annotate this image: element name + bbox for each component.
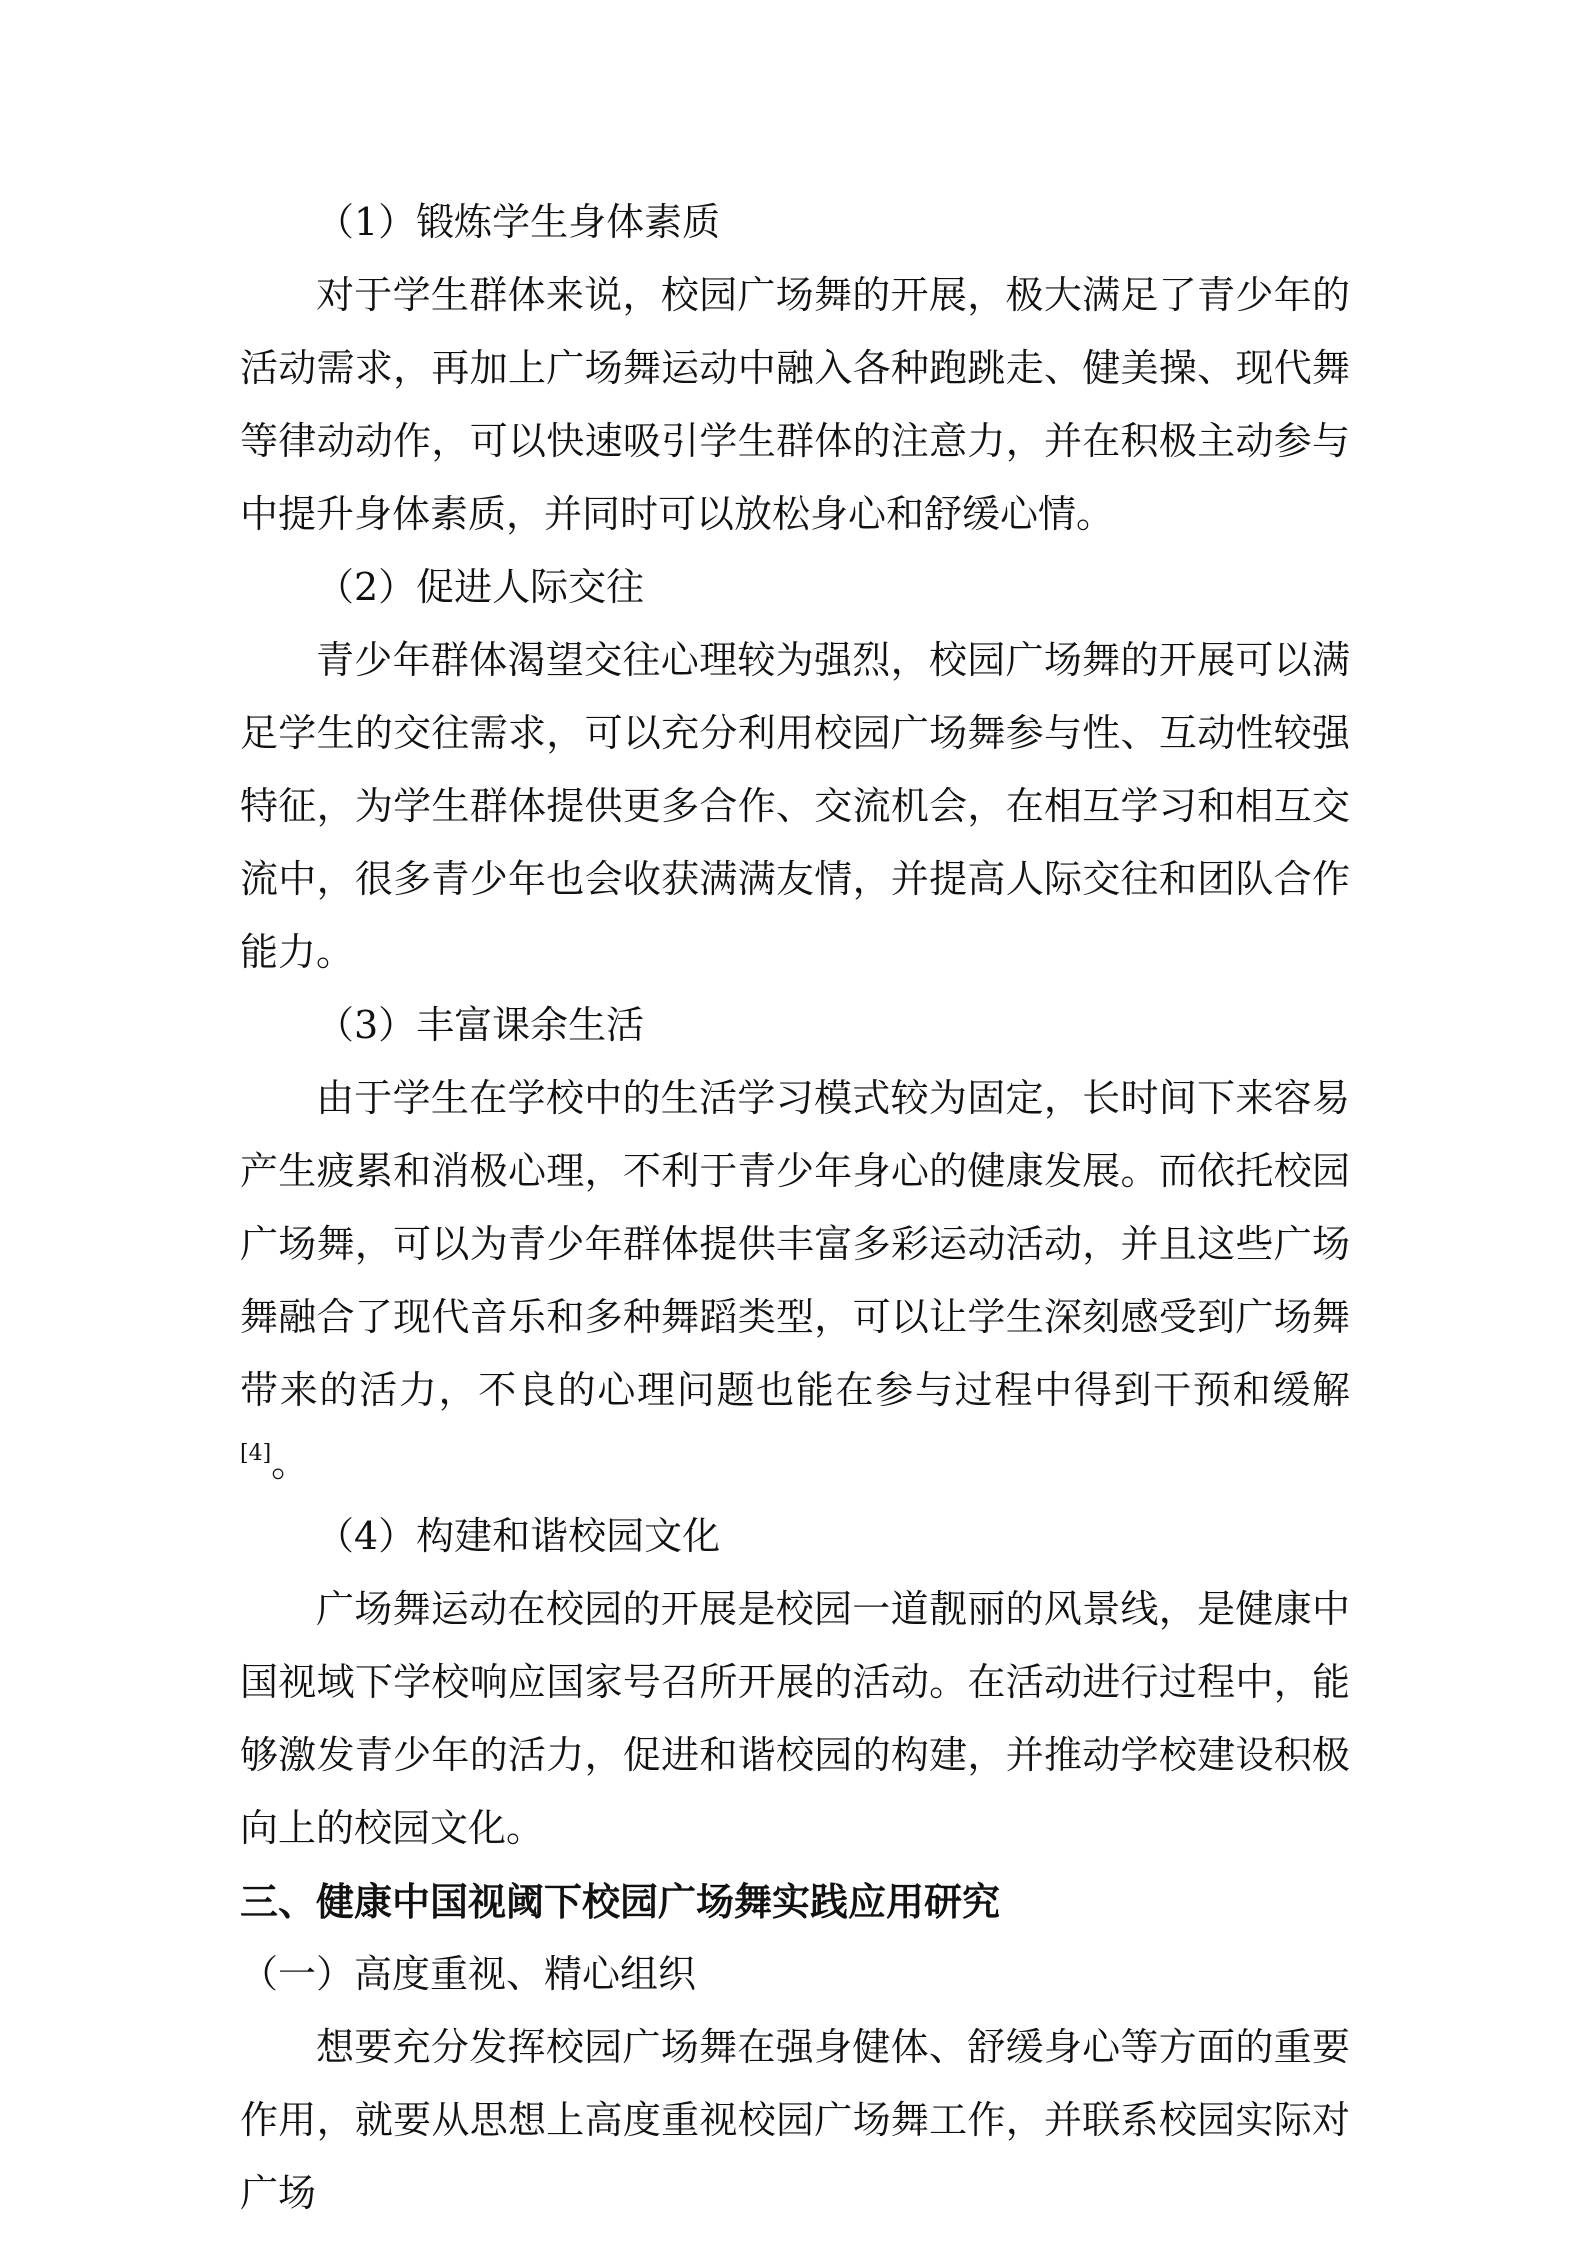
subheading-1: （1）锻炼学生身体素质: [316, 200, 721, 244]
section-heading: 三、健康中国视阈下校园广场舞实践应用研究: [240, 1879, 1001, 1924]
subsection-heading: （一）高度重视、精心组织: [240, 1952, 697, 1996]
paragraph-2: 青少年群体渴望交往心理较为强烈，校园广场舞的开展可以满足学生的交往需求，可以充分利用校园广场舞参与性、互动性较强特征，为学生群体提供更多合作、交流机会，在相互学习和相互交流中，很多青少年也会收获满满友情，并提高人际交往和团队合作能力。: [240, 638, 1350, 974]
paragraph-5: 想要充分发挥校园广场舞在强身健体、舒缓身心等方面的重要作用，就要从思想上高度重视校园广场舞工作，并联系校园实际对广场: [240, 2025, 1350, 2215]
subheading-3: （3）丰富课余生活: [316, 1003, 645, 1047]
paragraph-3-end: 。: [271, 1441, 310, 1485]
subheading-2: （2）促进人际交往: [316, 565, 645, 609]
paragraph-1: 对于学生群体来说，校园广场舞的开展，极大满足了青少年的活动需求，再加上广场舞运动中融入各种跑跳走、健美操、现代舞等律动动作，可以快速吸引学生群体的注意力，并在积极主动参与中提升身体素质，并同时可以放松身心和舒缓心情。: [240, 273, 1350, 536]
paragraph-4: 广场舞运动在校园的开展是校园一道靓丽的风景线，是健康中国视域下学校响应国家号召所开展的活动。在活动进行过程中，能够激发青少年的活力，促进和谐校园的构建，并推动学校建设积极向上的校园文化。: [240, 1587, 1350, 1850]
subheading-4: （4）构建和谐校园文化: [316, 1514, 721, 1558]
paragraph-3-text: 由于学生在学校中的生活学习模式较为固定，长时间下来容易产生疲累和消极心理，不利于青少年身心的健康发展。而依托校园广场舞，可以为青少年群体提供丰富多彩运动活动，并且这些广场舞融合了现代音乐和多种舞蹈类型，可以让学生深刻感受到广场舞带来的活力，不良的心理问题也能在参与过程中得到干预和缓解: [240, 1076, 1350, 1412]
citation-ref: [4]: [240, 1441, 272, 1466]
paragraph-3: [240, 1062, 1350, 1500]
document-body: [240, 186, 1350, 2230]
